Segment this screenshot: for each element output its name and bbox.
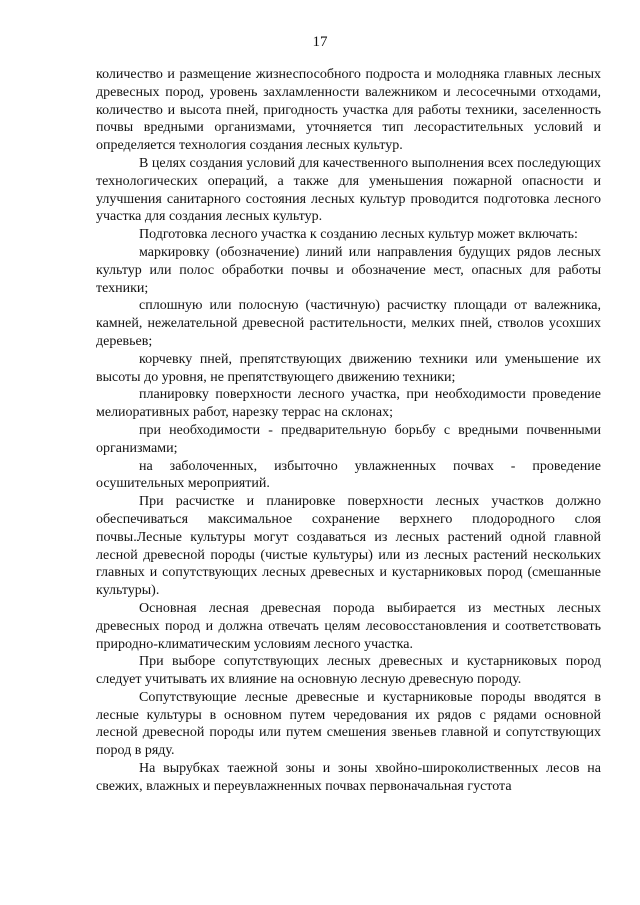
paragraph: На вырубках таежной зоны и зоны хвойно-широколиственных лесов на свежих, влажных и переувлажненных почвах первоначальная густота (96, 761, 601, 794)
list-item: при необходимости - предварительную борьбу с вредными почвенными организмами; (96, 422, 601, 456)
paragraph: Подготовка лесного участка к созданию лесных культур может включать: (139, 227, 578, 243)
list-item: планировку поверхности лесного участка, при необходимости проведение мелиоративных работ, нарезку террас на склонах; (96, 387, 601, 421)
page-number: 17 (312, 34, 328, 50)
paragraph: При расчистке и планировке поверхности лесных участков должно обеспечиваться максимальное сохранение верхнего плодородного слоя почвы.Лесные культуры могут создаваться из лесных растений одной главной лесной древесной породы (чистые культуры) или из лесных растений нескольких главных и сопутствующих лесных древесных и кустарниковых пород (смешанные культуры). (96, 494, 601, 599)
paragraph: количество и размещение жизнеспособного подроста и молодняка главных лесных древесных пород, уровень захламленности валежником и лесосечными отходами, количество и высота пней, пригодность участка для работы техники, заселенность почвы вредными организмами, уточняется тип лесорастительных условий и определяется технология создания лесных культур. (96, 67, 601, 154)
list-item: корчевку пней, препятствующих движению техники или уменьшение их высоты до уровня, не препятствующего движению техники; (96, 351, 601, 385)
paragraph: В целях создания условий для качественного выполнения всех последующих технологических операций, а также для уменьшения пожарной опасности и улучшения санитарного состояния лесных культур проводится подготовка лесного участка для создания лесных культур. (96, 155, 601, 225)
paragraph: Сопутствующие лесные древесные и кустарниковые породы вводятся в лесные культуры в основном путем чередования их рядов с рядами основной лесной древесной породы или путем смешения звеньев главной и сопутствующих пород в ряду. (96, 689, 601, 759)
list-item: сплошную или полосную (частичную) расчистку площади от валежника, камней, нежелательной древесной растительности, мелких пней, стволов усохших деревьев; (96, 298, 601, 349)
paragraph: При выборе сопутствующих лесных древесных и кустарниковых пород следует учитывать их влияние на основную лесную древесную породу. (96, 654, 601, 688)
body-text (96, 66, 601, 796)
list-item: маркировку (обозначение) линий или направления будущих рядов лесных культур или полос обработки почвы и обозначение мест, опасных для работы техники; (96, 244, 601, 296)
paragraph: Основная лесная древесная порода выбирается из местных лесных древесных пород и должна отвечать целям лесовосстановления и соответствовать природно-климатическим условиям лесного участка. (96, 600, 601, 652)
list-item: на заболоченных, избыточно увлажненных почвах - проведение осушительных мероприятий. (96, 458, 601, 492)
